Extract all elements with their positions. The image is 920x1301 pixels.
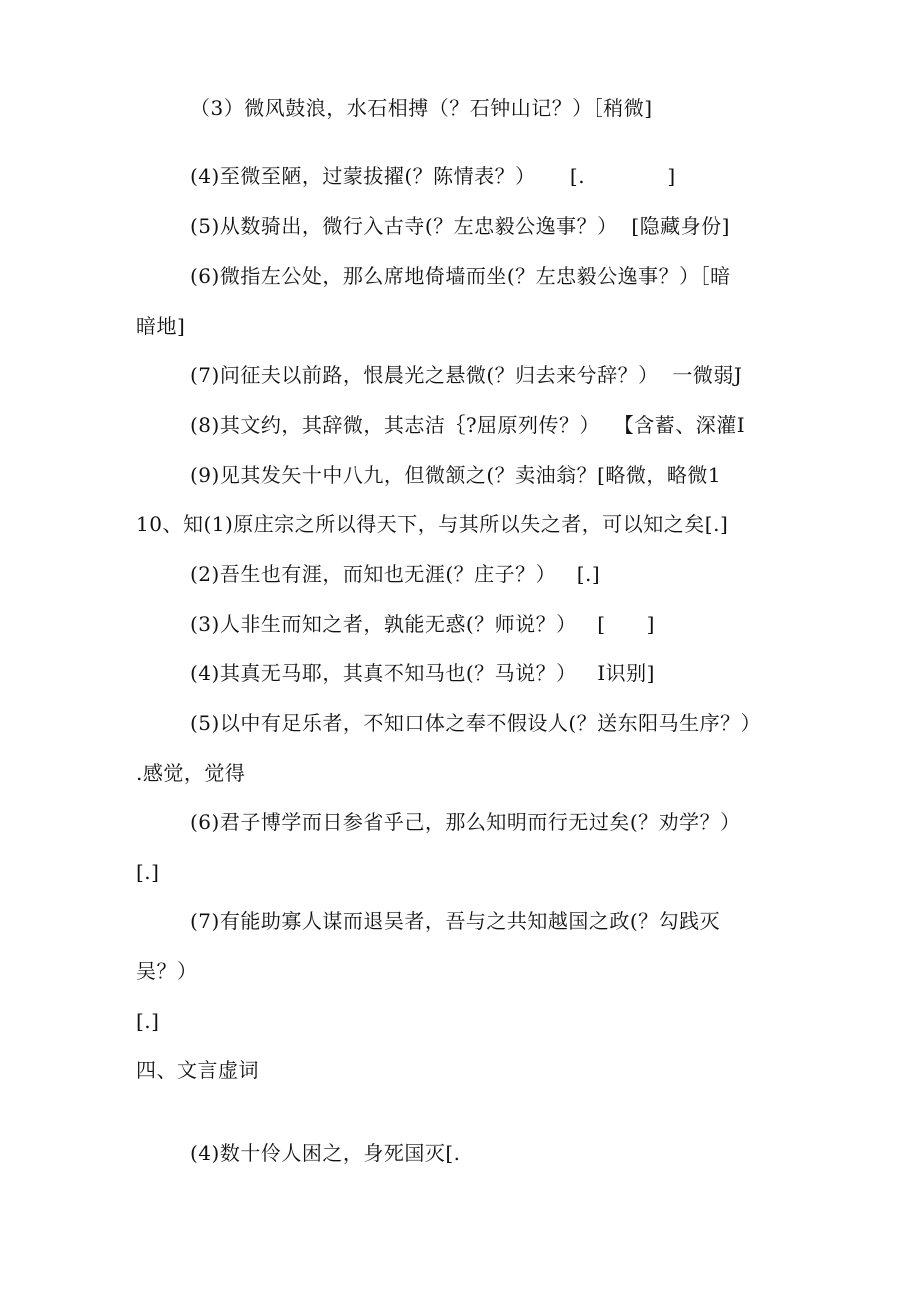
text-line-8: (9)见其发矢十中八九，但微颔之(？卖油翁？[略微，略微1: [190, 463, 722, 487]
text-line-14: .感觉，觉得: [136, 761, 246, 785]
text-line-9: 10、知(1)原庄宗之所以得天下，与其所以失之者，可以知之矣[.]: [136, 512, 729, 536]
text-line-2: (4)至微至陋，过蒙拔擢(？陈情表？） [. ]: [190, 164, 676, 188]
section-heading: 四、文言虚词: [136, 1058, 259, 1082]
text-line-19: [.]: [136, 1009, 160, 1033]
text-line-10: (2)吾生也有涯，而知也无涯(？庄子？） [.]: [190, 562, 601, 586]
text-line-13: (5)以中有足乐者，不知口体之奉不假设人(？送东阳马生序？）: [190, 711, 762, 735]
text-line-16: [.]: [136, 860, 160, 884]
text-line-15: (6)君子博学而日参省乎己，那么知明而行无过矣(？劝学？）: [190, 810, 741, 834]
text-line-21: (4)数十伶人困之，身死国灭[.: [190, 1141, 461, 1165]
text-line-7: (8)其文约，其辞微，其志洁｛?屈原列传？） 【含蓄、深灌I: [190, 413, 746, 437]
text-line-17: (7)有能助寡人谋而退吴者，吾与之共知越国之政(？勾践灭: [190, 909, 721, 933]
text-line-6: (7)问征夫以前路，恨晨光之悬微(？归去来兮辞？） 一微弱J: [190, 363, 743, 387]
text-line-1: （3）微风鼓浪，水石相搏（？石钟山记？）［稍微]: [190, 96, 653, 120]
text-line-3: (5)从数骑出，微行入古寺(？左忠毅公逸事？） [隐藏身份]: [190, 214, 730, 238]
text-line-5: 暗地]: [136, 314, 186, 338]
text-line-11: (3)人非生而知之者，孰能无惑(？师说？） [ ]: [190, 612, 655, 636]
text-line-18: 吴？）: [136, 959, 198, 983]
text-line-4: (6)微指左公处，那么席地倚墙而坐(？左忠毅公逸事？）［暗: [190, 264, 731, 288]
text-line-12: (4)其真无马耶，其真不知马也(？马说？） I识别]: [190, 661, 655, 685]
